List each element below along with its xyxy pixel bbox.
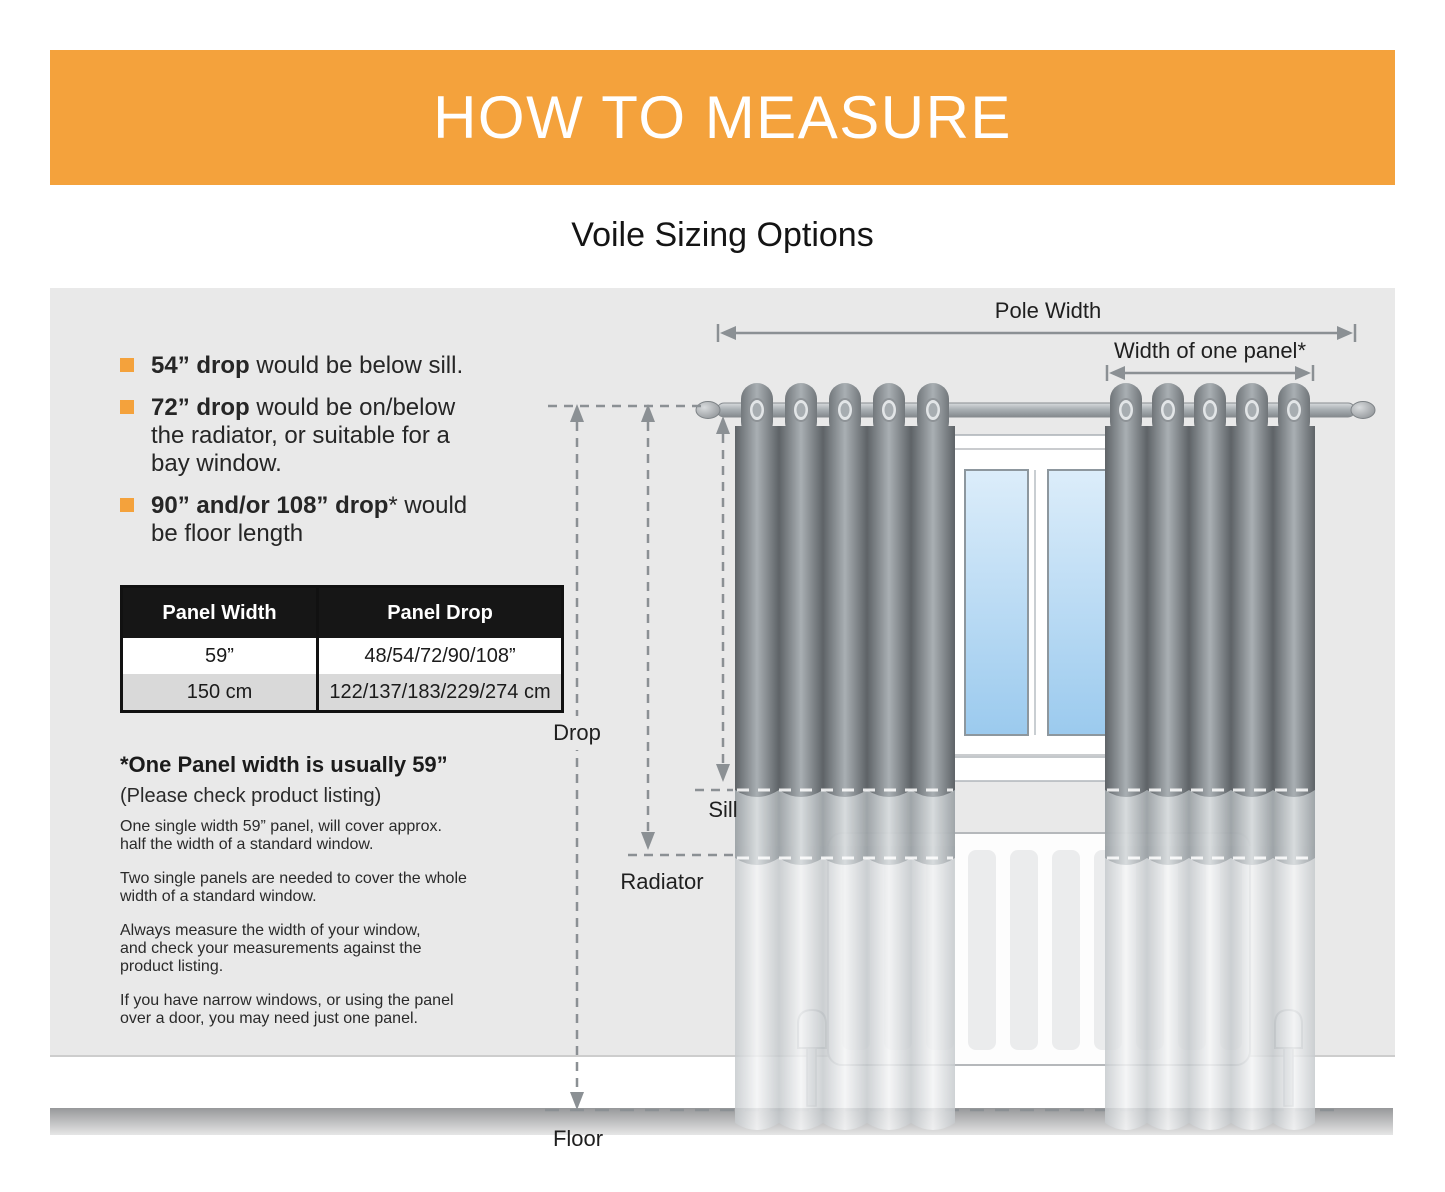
- bullet-text-line: the radiator, or suitable for a: [151, 422, 450, 449]
- bullet-text: would be on/below: [249, 394, 456, 421]
- subtitle: Voile Sizing Options: [571, 216, 874, 254]
- bullet-text: * would: [388, 492, 468, 519]
- note-line: One single width 59” panel, will cover approx.: [120, 818, 442, 835]
- page-title: HOW TO MEASURE: [433, 84, 1012, 151]
- window: [925, 435, 1135, 781]
- note-line: product listing.: [120, 958, 224, 975]
- bullet-text-line: be floor length: [151, 520, 304, 547]
- notes-subheading: (Please check product listing): [120, 785, 382, 807]
- header-banner: [50, 50, 1395, 185]
- list-item: [120, 492, 590, 548]
- sill-label: Sill: [708, 797, 738, 822]
- note-line: Two single panels are needed to cover the whole: [120, 870, 467, 887]
- drop-options-list: [120, 352, 590, 548]
- bullet-bold-text: 90” and/or 108” drop: [151, 492, 389, 519]
- radiator-label: Radiator: [620, 869, 704, 894]
- bullet-square-icon: [120, 358, 134, 372]
- note-line: and check your measurements against the: [120, 940, 422, 957]
- window-sill: [925, 757, 1135, 781]
- note-line: half the width of a standard window.: [120, 836, 374, 853]
- sill-measure: [695, 416, 738, 822]
- note-line: If you have narrow windows, or using the panel: [120, 992, 454, 1009]
- bullet-text: would be below sill.: [249, 352, 464, 379]
- list-item: [120, 352, 590, 380]
- table-cell: 59”: [122, 638, 318, 674]
- notes-heading: *One Panel width is usually 59”: [120, 752, 448, 777]
- table-cell: 122/137/183/229/274 cm: [318, 674, 563, 712]
- info-column: [120, 352, 590, 562]
- panel-size-table: [120, 585, 564, 713]
- panel-width-measure: [1107, 338, 1313, 381]
- drop-label: Drop: [553, 720, 601, 745]
- notes-section: [120, 752, 590, 1044]
- bullet-bold-text: 54” drop: [151, 352, 250, 379]
- curtain-panel-left: [735, 383, 955, 1130]
- curtain-panel-right: [1105, 383, 1315, 1130]
- pole-width-label: Pole Width: [994, 298, 1102, 323]
- table-row: [122, 638, 563, 674]
- column-header: Panel Width: [122, 587, 318, 639]
- panel-width-label: Width of one panel*: [1113, 338, 1307, 363]
- table-header-row: [122, 587, 563, 639]
- bullet-bold-text: 72” drop: [151, 394, 250, 421]
- pole-finial-right: [1351, 402, 1375, 419]
- window-pane-right: [1048, 470, 1108, 735]
- floor-label: Floor: [552, 1126, 604, 1151]
- table-row: [122, 674, 563, 712]
- note-line: over a door, you may need just one panel.: [120, 1010, 418, 1027]
- table-cell: 48/54/72/90/108”: [318, 638, 563, 674]
- table-cell: 150 cm: [122, 674, 318, 712]
- pole-width-measure: [718, 298, 1355, 342]
- column-header: Panel Drop: [318, 587, 563, 639]
- pole-finial-left: [696, 402, 720, 419]
- bullet-square-icon: [120, 400, 134, 414]
- bullet-text-line: bay window.: [151, 450, 282, 477]
- note-line: Always measure the width of your window,: [120, 922, 421, 939]
- note-line: width of a standard window.: [120, 888, 317, 905]
- bullet-square-icon: [120, 498, 134, 512]
- diagram-board: [50, 288, 1395, 1192]
- window-pane-left: [965, 470, 1028, 735]
- list-item: [120, 394, 590, 478]
